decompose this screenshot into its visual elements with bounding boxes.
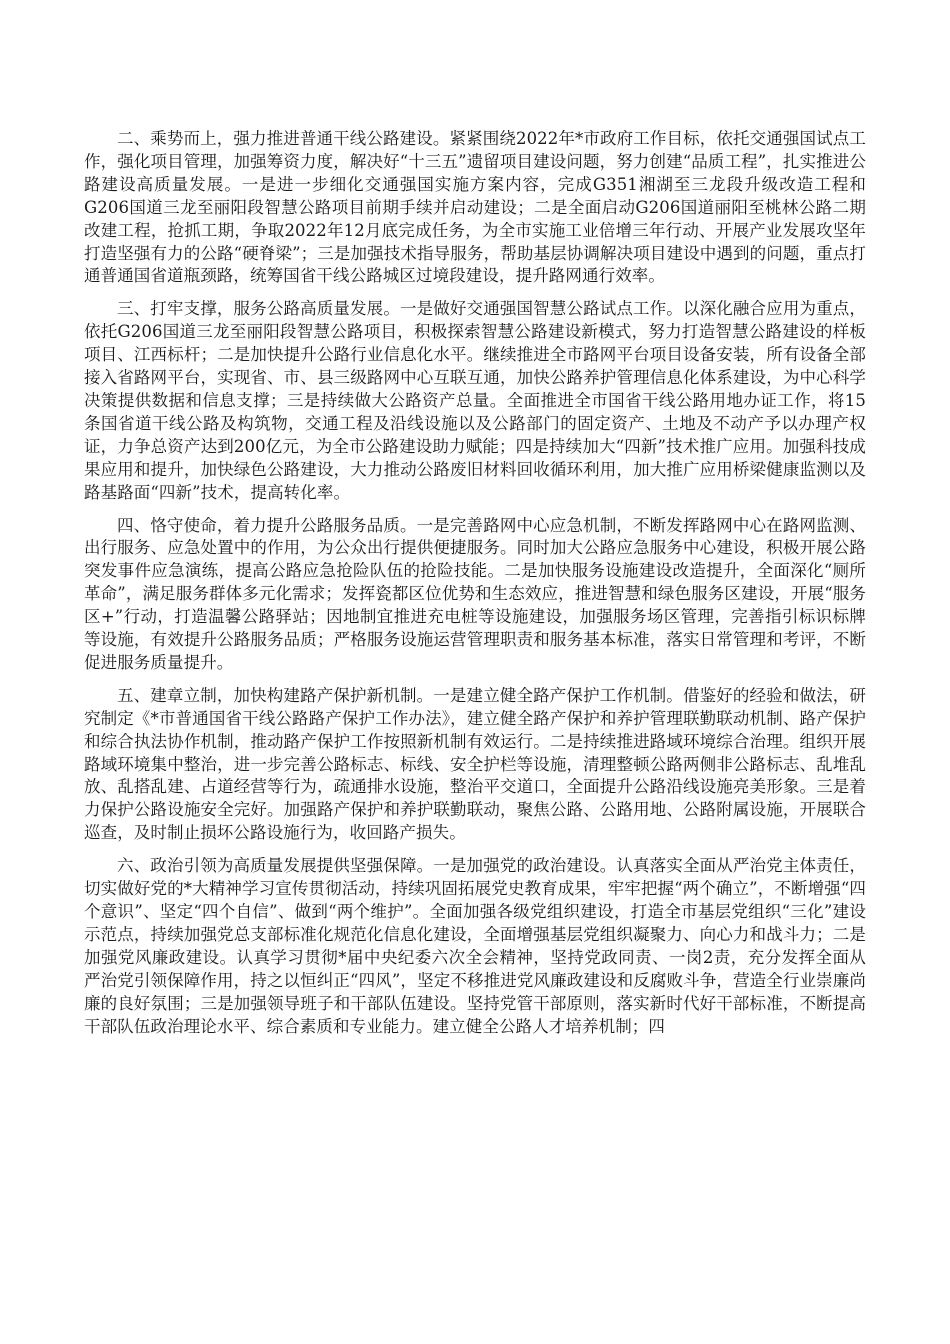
paragraph-section-4: 四、恪守使命，着力提升公路服务品质。一是完善路网中心应急机制，不断发挥路网中心在路网监测、出行服务、应急处置中的作用，为公众出行提供便捷服务。同时加大公路应急服务中心建设，积极开展公路突发事件应急演练，提高公路应急抢险队伍的抢险技能。二是加快服务设施建设改造提升，全面深化“厕所革命”，满足服务群体多元化需求；发挥瓷都区位优势和生态效应，推进智慧和绿色服务区建设，开展“服务区+”行动，打造温馨公路驿站；因地制宜推进充电桩等设施建设，加强服务场区管理，完善指引标识标牌等设施，有效提升公路服务品质；严格服务设施运营管理职责和服务基本标准，落实日常管理和考评，不断促进服务质量提升。	[84, 515, 866, 672]
paragraph-section-3: 三、打牢支撑，服务公路高质量发展。一是做好交通强国智慧公路试点工作。以深化融合应用为重点，依托G206国道三龙至丽阳段智慧公路项目，积极探索智慧公路建设新模式，努力打造智慧公路建设的样板项目、江西标杆；二是加快提升公路行业信息化水平。继续推进全市路网平台项目设备安装，所有设备全部接入省路网平台，实现省、市、县三级路网中心互联互通，加快公路养护管理信息化体系建设，为中心科学决策提供数据和信息支撑；三是持续做大公路资产总量。全面推进全市国省干线公路用地办证工作，将15条国省道干线公路及构筑物，交通工程及沿线设施以及公路部门的固定资产、土地及不动产予以办理产权证，力争总资产达到200亿元，为全市公路建设助力赋能；四是持续加大“四新”技术推广应用。加强科技成果应用和提升，加快绿色公路建设，大力推动公路废旧材料回收循环利用，加大推广应用桥梁健康监测以及路基路面“四新”技术，提高转化率。	[84, 299, 866, 502]
document-body	[84, 128, 866, 1048]
paragraph-section-5: 五、建章立制，加快构建路产保护新机制。一是建立健全路产保护工作机制。借鉴好的经验和做法，研究制定《*市普通国省干线公路路产保护工作办法》，建立健全路产保护和养护管理联勤联动机制、路产保护和综合执法协作机制，推动路产保护工作按照新机制有效运行。二是持续推进路域环境综合治理。组织开展路域环境集中整治，进一步完善公路标志、标线、安全护栏等设施，清理整顿公路两侧非公路标志、乱堆乱放、乱搭乱建、占道经营等行为，疏通排水设施，整治平交道口，全面提升公路沿线设施亮美形象。三是着力保护公路设施安全完好。加强路产保护和养护联勤联动，聚焦公路、公路用地、公路附属设施，开展联合巡查，及时制止损坏公路设施行为，收回路产损失。	[84, 685, 866, 843]
paragraph-section-2: 二、乘势而上，强力推进普通干线公路建设。紧紧围绕2022年*市政府工作目标，依托交通强国试点工作，强化项目管理，加强筹资力度，解决好“十三五”遗留项目建设问题，努力创建“品质工程”，扎实推进公路建设高质量发展。一是进一步细化交通强国实施方案内容，完成G351湘湖至三龙段升级改造工程和G206国道三龙至丽阳段智慧公路项目前期手续并启动建设；二是全面启动G206国道丽阳至桃林公路二期改建工程，抢抓工期，争取2022年12月底完成任务，为全市实施工业倍增三年行动、开展产业发展攻坚年打造坚强有力的公路“硬脊梁”；三是加强技术指导服务，帮助基层协调解决项目建设中遇到的问题，重点打通普通国省道瓶颈路，统筹国省干线公路城区过境段建设，提升路网通行效率。	[84, 129, 866, 286]
paragraph-section-6: 六、政治引领为高质量发展提供坚强保障。一是加强党的政治建设。认真落实全面从严治党主体责任，切实做好党的*大精神学习宣传贯彻活动，持续巩固拓展党史教育成果，牢牢把握“两个确立”，不断增强“四个意识”、坚定“四个自信”、做到“两个维护”。全面加强各级党组织建设，打造全市基层党组织“三化”建设示范点，持续加强党总支部标准化规范化信息化建设，全面增强基层党组织凝聚力、向心力和战斗力；二是加强党风廉政建设。认真学习贯彻*届中央纪委六次全会精神，坚持党政同责、一岗2责，充分发挥全面从严治党引领保障作用，持之以恒纠正“四风”，坚定不移推进党风廉政建设和反腐败斗争，营造全行业崇廉尚廉的良好氛围；三是加强领导班子和干部队伍建设。坚持党管干部原则，落实新时代好干部标准，不断提高干部队伍政治理论水平、综合素质和专业能力。建立健全公路人才培养机制；四	[84, 856, 866, 1036]
